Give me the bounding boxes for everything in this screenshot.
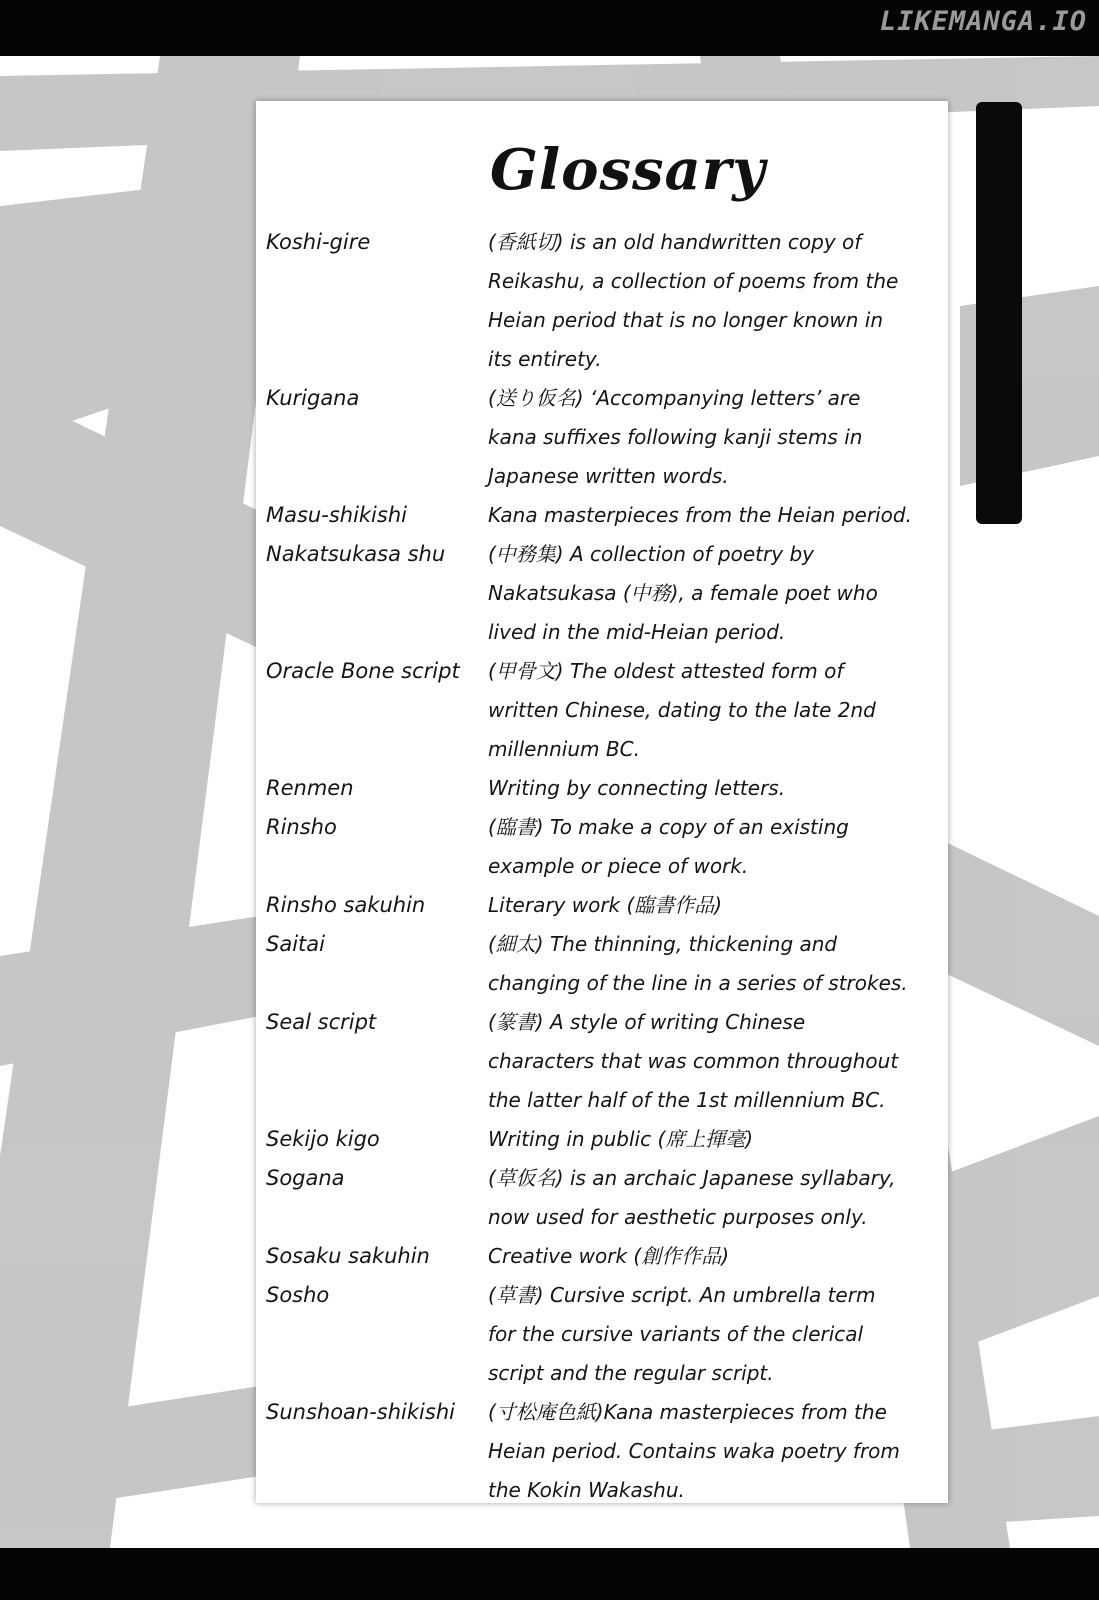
glossary-definition: [488, 1120, 946, 1159]
glossary-definition: [488, 1003, 946, 1120]
glossary-term: Sunshoan-shikishi: [266, 1400, 455, 1424]
glossary-definition: [488, 808, 946, 886]
definition-line: millennium BC.: [488, 737, 640, 761]
definition-line: (送り仮名) ‘Accompanying letters’ are: [488, 386, 861, 410]
glossary-term: Rinsho: [266, 815, 337, 839]
definition-line: for the cursive variants of the clerical: [488, 1322, 864, 1346]
bottom-bar: [0, 1548, 1099, 1600]
glossary-term: Oracle Bone script: [266, 659, 460, 683]
glossary-term: Kurigana: [266, 386, 360, 410]
definition-line: script and the regular script.: [488, 1361, 774, 1385]
glossary-term: Masu-shikishi: [266, 503, 407, 527]
glossary-definition: [488, 886, 946, 925]
glossary-term: Sogana: [266, 1166, 345, 1190]
glossary-term: Rinsho sakuhin: [266, 893, 426, 917]
glossary-definition: [488, 1276, 946, 1393]
glossary-entry: [266, 925, 946, 1003]
definition-line: (草仮名) is an archaic Japanese syllabary,: [488, 1166, 896, 1190]
glossary-term: Seal script: [266, 1010, 377, 1034]
definition-line: (中務集) A collection of poetry by: [488, 542, 814, 566]
glossary-entry: [266, 535, 946, 652]
definition-line: Writing in public (席上揮毫): [488, 1127, 754, 1151]
glossary-entries: [266, 223, 946, 1510]
glossary-definition: [488, 1159, 946, 1237]
glossary-definition: [488, 1393, 946, 1510]
glossary-term: Sosho: [266, 1283, 330, 1307]
glossary-entry: [266, 496, 946, 535]
definition-line: Heian period. Contains waka poetry from: [488, 1439, 900, 1463]
glossary-entry: [266, 379, 946, 496]
definition-line: now used for aesthetic purposes only.: [488, 1205, 868, 1229]
definition-line: the Kokin Wakashu.: [488, 1478, 685, 1502]
definition-line: Kana masterpieces from the Heian period.: [488, 503, 912, 527]
definition-line: (草書) Cursive script. An umbrella term: [488, 1283, 876, 1307]
glossary-definition: [488, 496, 946, 535]
definition-line: example or piece of work.: [488, 854, 749, 878]
glossary-panel: [256, 101, 948, 1503]
glossary-entry: [266, 886, 946, 925]
glossary-term: Koshi-gire: [266, 230, 371, 254]
side-tab: [976, 102, 1022, 524]
definition-line: (細太) The thinning, thickening and: [488, 932, 838, 956]
definition-line: Japanese written words.: [488, 464, 729, 488]
glossary-title: Glossary: [490, 137, 766, 203]
glossary-definition: [488, 223, 946, 379]
definition-line: Writing by connecting letters.: [488, 776, 786, 800]
glossary-entry: [266, 652, 946, 769]
definition-line: Reikashu, a collection of poems from the: [488, 269, 899, 293]
glossary-entry: [266, 1003, 946, 1120]
definition-line: lived in the mid-Heian period.: [488, 620, 786, 644]
glossary-entry: [266, 1393, 946, 1510]
definition-line: written Chinese, dating to the late 2nd: [488, 698, 876, 722]
glossary-definition: [488, 535, 946, 652]
glossary-entry: [266, 1159, 946, 1237]
definition-line: (臨書) To make a copy of an existing: [488, 815, 849, 839]
glossary-entry: [266, 808, 946, 886]
glossary-term: Sosaku sakuhin: [266, 1244, 430, 1268]
top-bar: [0, 0, 1099, 56]
glossary-term: Nakatsukasa shu: [266, 542, 446, 566]
glossary-entry: [266, 769, 946, 808]
glossary-entry: [266, 223, 946, 379]
definition-line: its entirety.: [488, 347, 602, 371]
definition-line: (寸松庵色紙)Kana masterpieces from the: [488, 1400, 887, 1424]
glossary-definition: [488, 925, 946, 1003]
glossary-definition: [488, 379, 946, 496]
definition-line: (香紙切) is an old handwritten copy of: [488, 230, 862, 254]
glossary-definition: [488, 1237, 946, 1276]
definition-line: Creative work (創作作品): [488, 1244, 730, 1268]
definition-line: (甲骨文) The oldest attested form of: [488, 659, 844, 683]
glossary-entry: [266, 1120, 946, 1159]
definition-line: the latter half of the 1st millennium BC.: [488, 1088, 886, 1112]
definition-line: Nakatsukasa (中務), a female poet who: [488, 581, 878, 605]
site-watermark: LIKEMANGA.IO: [879, 6, 1087, 37]
definition-line: characters that was common throughout: [488, 1049, 899, 1073]
glossary-term: Sekijo kigo: [266, 1127, 380, 1151]
glossary-term: Renmen: [266, 776, 354, 800]
glossary-entry: [266, 1237, 946, 1276]
definition-line: Literary work (臨書作品): [488, 893, 723, 917]
definition-line: Heian period that is no longer known in: [488, 308, 883, 332]
definition-line: kana suffixes following kanji stems in: [488, 425, 863, 449]
glossary-definition: [488, 769, 946, 808]
definition-line: (篆書) A style of writing Chinese: [488, 1010, 806, 1034]
glossary-term: Saitai: [266, 932, 325, 956]
glossary-definition: [488, 652, 946, 769]
glossary-entry: [266, 1276, 946, 1393]
definition-line: changing of the line in a series of strokes.: [488, 971, 908, 995]
